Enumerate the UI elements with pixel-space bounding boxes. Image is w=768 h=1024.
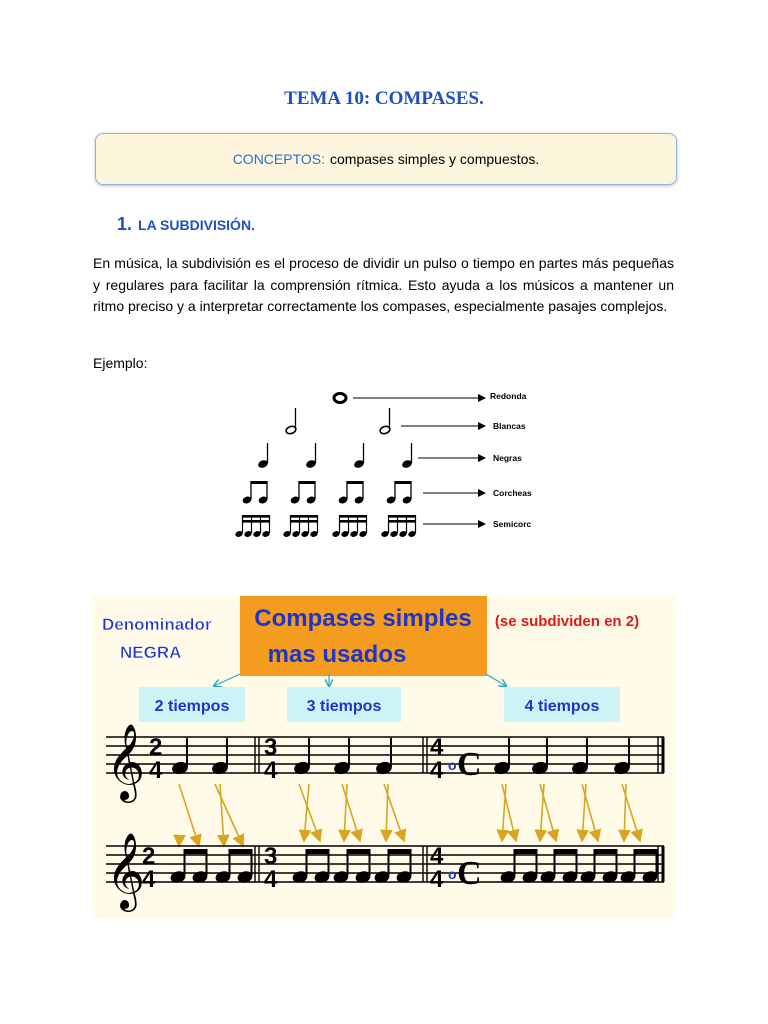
quarter-note-icon <box>613 738 632 776</box>
eighth-notes-icon <box>290 481 317 505</box>
negra-label: NEGRA <box>120 643 182 662</box>
ts2-bottom: 4 <box>264 757 278 784</box>
treble-clef-icon: 𝄞 <box>106 723 146 800</box>
sixteenth-notes-icon <box>380 515 416 538</box>
o-label-1: o <box>448 757 457 773</box>
ts1-top: 2 <box>149 734 163 761</box>
treble-clef-icon: 𝄞 <box>106 832 146 909</box>
sixteenth-notes-icon <box>331 515 367 538</box>
ts3-bottom: 4 <box>430 757 444 784</box>
o-label-2: o <box>448 866 457 882</box>
concepts-text: compases simples y compuestos. <box>330 151 540 167</box>
common-time-2: C <box>457 855 482 892</box>
quarter-note-icon <box>211 738 230 776</box>
label-negras: Negras <box>493 453 522 463</box>
quarter-note-icon <box>571 738 590 776</box>
half-note-icon <box>379 408 391 435</box>
section-number: 1. <box>117 214 133 234</box>
tiempos-label-4: 4 tiempos <box>524 698 600 715</box>
label-redonda: Redonda <box>490 391 527 401</box>
concepts-label: CONCEPTOS: <box>232 151 325 167</box>
eighth-notes-icon <box>386 481 413 505</box>
label-corcheas: Corcheas <box>493 488 532 498</box>
eighth-notes-icon <box>338 481 365 505</box>
quarter-note-icon <box>257 443 269 469</box>
heading-line2: mas usados <box>267 641 407 668</box>
ts3-top: 4 <box>430 734 444 761</box>
quarter-note-icon <box>401 443 413 469</box>
tiempos-label-3: 3 tiempos <box>306 698 382 715</box>
ts4-bottom: 4 <box>142 866 156 893</box>
quarter-note-icon <box>305 443 317 469</box>
example-label: Ejemplo: <box>93 355 148 371</box>
ts4-top: 2 <box>142 843 156 870</box>
label-semicorcheas: Semicorc <box>493 519 532 529</box>
tiempos-label-2: 2 tiempos <box>154 698 230 715</box>
note-values-figure <box>233 386 533 540</box>
ts6-bottom: 4 <box>430 866 444 893</box>
simple-meters-figure <box>92 596 676 918</box>
whole-note-icon <box>334 394 346 403</box>
sixteenth-notes-icon <box>234 515 270 538</box>
quarter-note-icon <box>375 738 394 776</box>
eighth-notes-icon <box>242 481 269 505</box>
subdivision-arrows <box>179 784 640 846</box>
label-blancas: Blancas <box>493 421 526 431</box>
section-heading <box>117 214 255 235</box>
section-heading-text: LA SUBDIVISIÓN. <box>138 217 255 233</box>
ts6-top: 4 <box>430 843 444 870</box>
quarter-note-icon <box>493 738 512 776</box>
ts1-bottom: 4 <box>149 757 163 784</box>
half-note-icon <box>285 408 297 435</box>
quarter-note-icon <box>531 738 550 776</box>
ts2-top: 3 <box>264 734 278 761</box>
quarter-note-icon <box>293 738 312 776</box>
quarter-note-icon <box>171 738 190 776</box>
body-paragraph: En música, la subdivisión es el proceso de dividir un pulso o tiempo en partes más pequeñas y regulares para facilitar la comprensión rítmica. Esto ayuda a los músicos a mantener un ritmo preciso y a interpretar correctamente los compases, especialmente pasajes complejos. <box>93 255 674 314</box>
quarter-note-icon <box>353 443 365 469</box>
subdivide-note: (se subdividen en 2) <box>494 613 640 630</box>
quarter-note-icon <box>333 738 352 776</box>
concepts-box <box>95 133 677 185</box>
denominador-label: Denominador <box>102 615 212 634</box>
ts5-bottom: 4 <box>264 866 278 893</box>
page-title: TEMA 10: COMPASES. <box>284 88 484 109</box>
common-time-1: C <box>457 746 482 783</box>
heading-line1: Compases simples <box>254 605 472 632</box>
ts5-top: 3 <box>264 843 278 870</box>
sixteenth-notes-icon <box>282 515 318 538</box>
